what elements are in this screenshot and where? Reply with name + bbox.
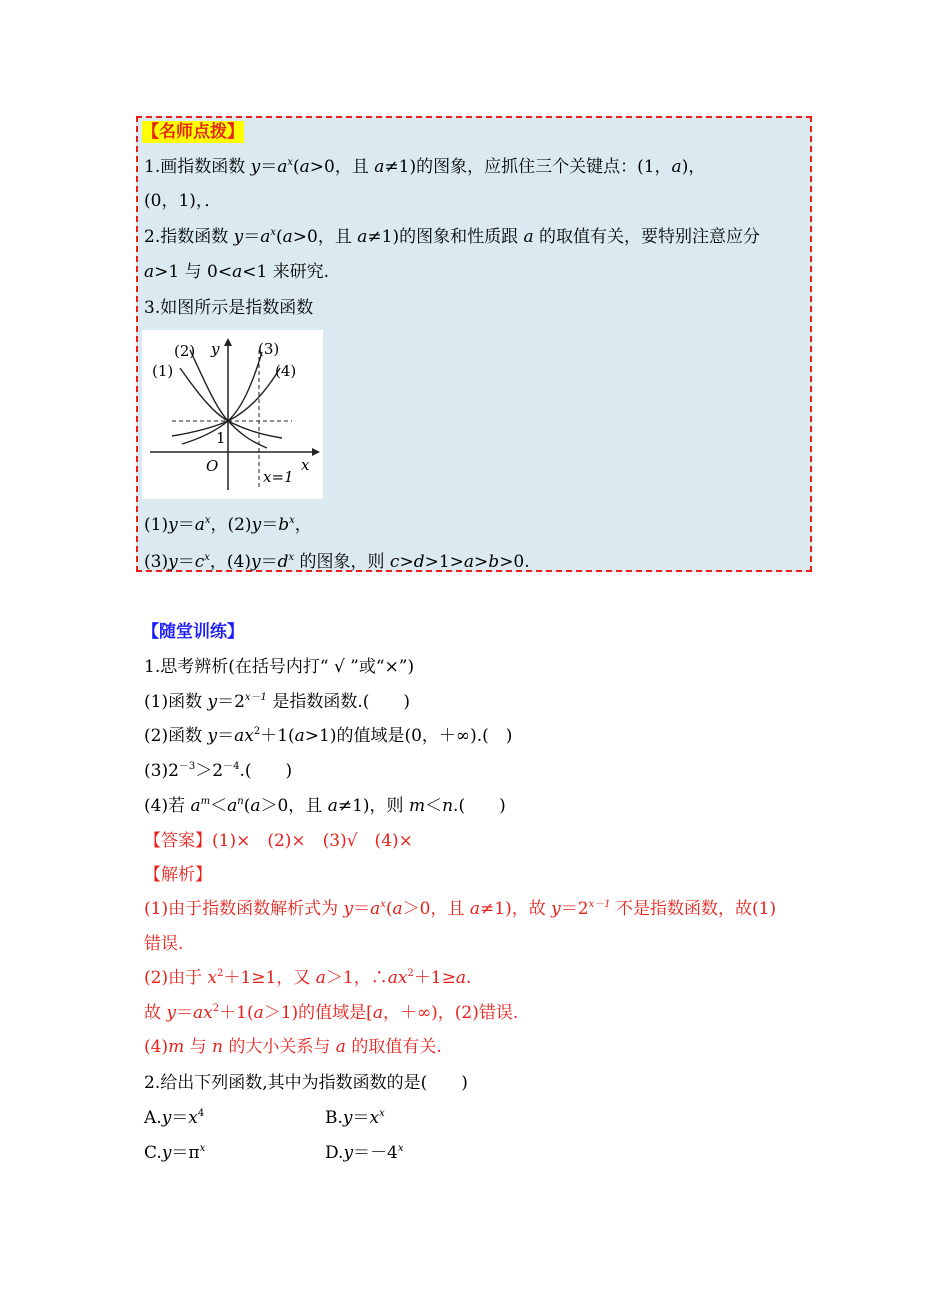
- tip-caption-1: $(1)y=a^x$，$(2)y=b^x$，: [144, 515, 312, 535]
- option-a: $A.y=x^4$: [144, 1108, 205, 1128]
- statement-3: $(3)2^{-3}>2^{-4}$.( ): [144, 761, 293, 781]
- option-b: $B.y=x^x$: [325, 1108, 385, 1128]
- y-axis-label: y: [211, 340, 220, 358]
- option-d: $D.y=-4^x$: [325, 1143, 404, 1163]
- option-c: $C.y=\pi^x$: [144, 1143, 206, 1163]
- analysis-4: (4)m 与 n 的大小关系与 a 的取值有关.: [144, 1037, 442, 1057]
- label-curve-4: (4): [275, 362, 297, 380]
- y-axis-arrow: [224, 338, 232, 346]
- label-curve-2: (2): [174, 342, 196, 360]
- statement-1: (1)函数 $y=2^{x-1}$ 是指数函数.( ): [144, 692, 411, 712]
- analysis-1-cont: 错误.: [144, 934, 184, 954]
- label-curve-3: (3): [258, 340, 280, 358]
- analysis-2: (2)由于 $x^2+1\ge 1$，又 a＞1，$\therefore ax^2+1\ge a$.: [144, 968, 472, 988]
- analysis-1: (1)由于指数函数解析式为 $y=a^x(a>0$，且 a≠1)，故 $y=2^{x-1}$ 不是指数函数，故(1): [144, 899, 777, 919]
- graph-svg: [142, 330, 323, 499]
- tip-point-2-cont: a>1 与 0<a<1 来研究.: [144, 262, 330, 282]
- tip-point-3: 3.如图所示是指数函数: [144, 298, 314, 318]
- statement-2: (2)函数 $y=ax^2+1(a>1)$的值域是(0，＋∞).( ): [144, 726, 513, 746]
- tip-heading: 【名师点拨】: [142, 122, 244, 142]
- one-label: 1: [216, 429, 226, 447]
- tip-point-2: 2.指数函数 $y=a^x(a>0$，且 a≠1)的图象和性质跟 a 的取值有关，要特别注意应分: [144, 227, 761, 247]
- tip-caption-2: $(3)y=c^x$，$(4)y=d^x$ 的图象，则 c>d>1>a>b>0.: [144, 552, 530, 572]
- label-curve-1: (1): [152, 362, 174, 380]
- analysis-3: 故 $y=ax^2+1(a>1)$的值域是[a，＋∞)，(2)错误.: [144, 1003, 519, 1023]
- exponential-graph: [142, 330, 323, 499]
- practice-heading: 【随堂训练】: [142, 622, 244, 642]
- answer-line: 【答案】(1)× (2)× (3)√ (4)×: [144, 831, 413, 851]
- x-eq-1-label: x=1: [263, 468, 294, 486]
- question-1: 1.思考辨析(在括号内打“ √ ”或“×”): [144, 657, 415, 677]
- x-axis-arrow: [312, 448, 320, 456]
- x-axis-label: x: [301, 456, 310, 474]
- origin-label: O: [206, 457, 219, 475]
- statement-4: (4)若 $a^m<a^n(a>0$，且 a≠1)，则 m＜n.( ): [144, 796, 506, 816]
- question-2: 2.给出下列函数,其中为指数函数的是( ): [144, 1073, 468, 1093]
- tip-point-1: 1.画指数函数 $y=a^x(a>0$，且 a≠1)的图象，应抓住三个关键点：(1，a)，: [144, 157, 706, 177]
- tip-point-1-cont: (0，1)，．: [144, 191, 222, 211]
- analysis-heading: 【解析】: [144, 865, 212, 885]
- curve-1: [180, 368, 282, 438]
- curve-4: [172, 368, 280, 436]
